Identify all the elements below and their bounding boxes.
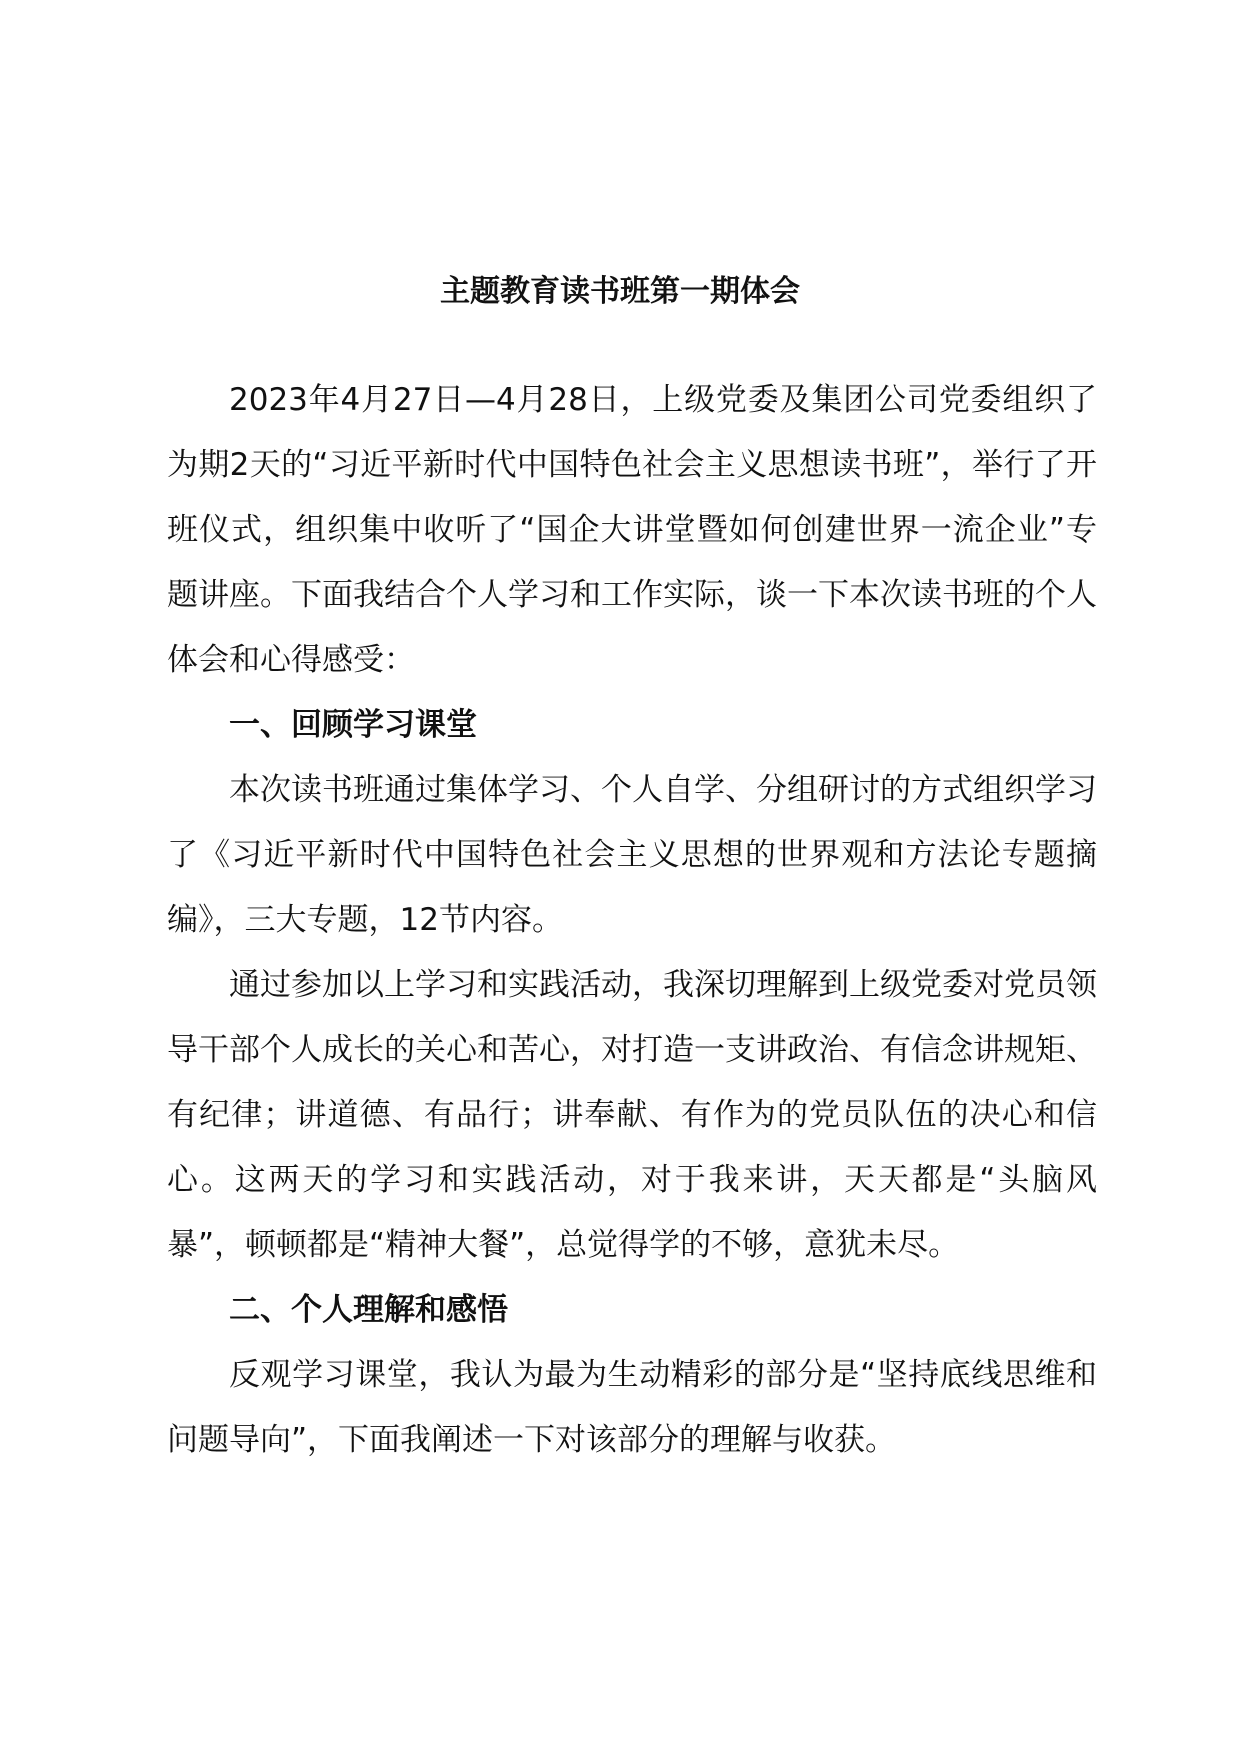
paragraph-study-content: 本次读书班通过集体学习、个人自学、分组研讨的方式组织学习了《习近平新时代中国特色社会主义思想的世界观和方法论专题摘编》，三大专题，12节内容。 [167, 772, 1097, 938]
section-heading-2: 二、个人理解和感悟 [229, 1292, 508, 1328]
section-heading-1: 一、回顾学习课堂 [229, 707, 477, 743]
paragraph-reflection: 反观学习课堂，我认为最为生动精彩的部分是“坚持底线思维和问题导向”，下面我阐述一下对该部分的理解与收获。 [167, 1357, 1097, 1458]
paragraph-understanding: 通过参加以上学习和实践活动，我深切理解到上级党委对党员领导干部个人成长的关心和苦心，对打造一支讲政治、有信念讲规矩、有纪律；讲道德、有品行；讲奉献、有作为的党员队伍的决心和信心。这两天的学习和实践活动，对于我来讲，天天都是“头脑风暴”，顿顿都是“精神大餐”，总觉得学的不够，意犹未尽。 [167, 967, 1097, 1263]
document-body [167, 368, 1097, 1473]
paragraph-intro: 2023年4月27日—4月28日，上级党委及集团公司党委组织了为期2天的“习近平新时代中国特色社会主义思想读书班”，举行了开班仪式，组织集中收听了“国企大讲堂暨如何创建世界一流企业”专题讲座。下面我结合个人学习和工作实际，谈一下本次读书班的个人体会和心得感受： [167, 382, 1097, 678]
document-title: 主题教育读书班第一期体会 [440, 274, 800, 309]
